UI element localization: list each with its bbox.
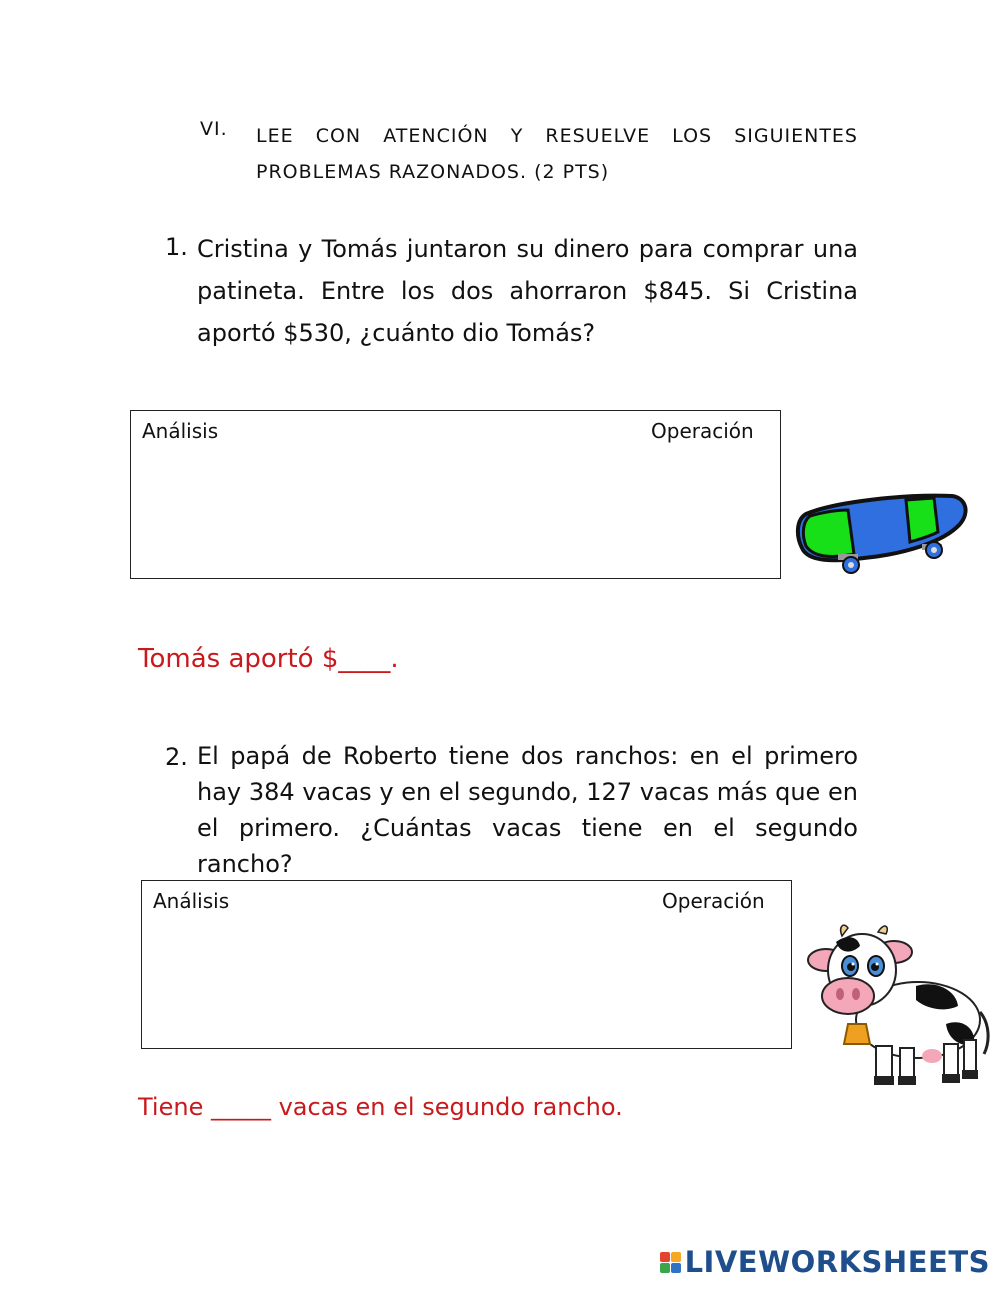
operation-label: Operación <box>662 889 765 913</box>
problem-1-answer: Tomás aportó $____. <box>138 644 399 674</box>
operation-label: Operación <box>651 419 754 443</box>
section-number: VI. <box>200 118 228 140</box>
problem-1-text: Cristina y Tomás juntaron su dinero para comprar una patineta. Entre los dos ahorraron $845. Si Cristina aportó $530, ¿cuánto dio Tomás? <box>197 235 858 347</box>
liveworksheets-brand[interactable] <box>660 1245 990 1279</box>
problem-2-answer: Tiene _____ vacas en el segundo rancho. <box>138 1093 623 1121</box>
problem-1-number: 1. <box>165 233 188 261</box>
liveworksheets-logo-icon <box>660 1252 681 1273</box>
problem-1-work-box[interactable] <box>130 410 781 579</box>
problem-2-text: El papá de Roberto tiene dos ranchos: en el primero hay 384 vacas y en el segundo, 127 vacas más que en el primero. ¿Cuántas vacas tiene en el segundo rancho? <box>197 742 858 878</box>
cow-illustration <box>796 920 992 1092</box>
analysis-label: Análisis <box>142 419 219 443</box>
brand-name: LIVEWORKSHEETS <box>684 1245 990 1279</box>
analysis-label: Análisis <box>153 889 230 913</box>
problem-2-number: 2. <box>165 743 188 771</box>
skateboard-illustration <box>794 488 970 576</box>
section-instruction: LEE CON ATENCIÓN Y RESUELVE LOS SIGUIENTES PROBLEMAS RAZONADOS. (2 PTS) <box>256 125 858 183</box>
problem-2-work-box[interactable] <box>141 880 792 1049</box>
